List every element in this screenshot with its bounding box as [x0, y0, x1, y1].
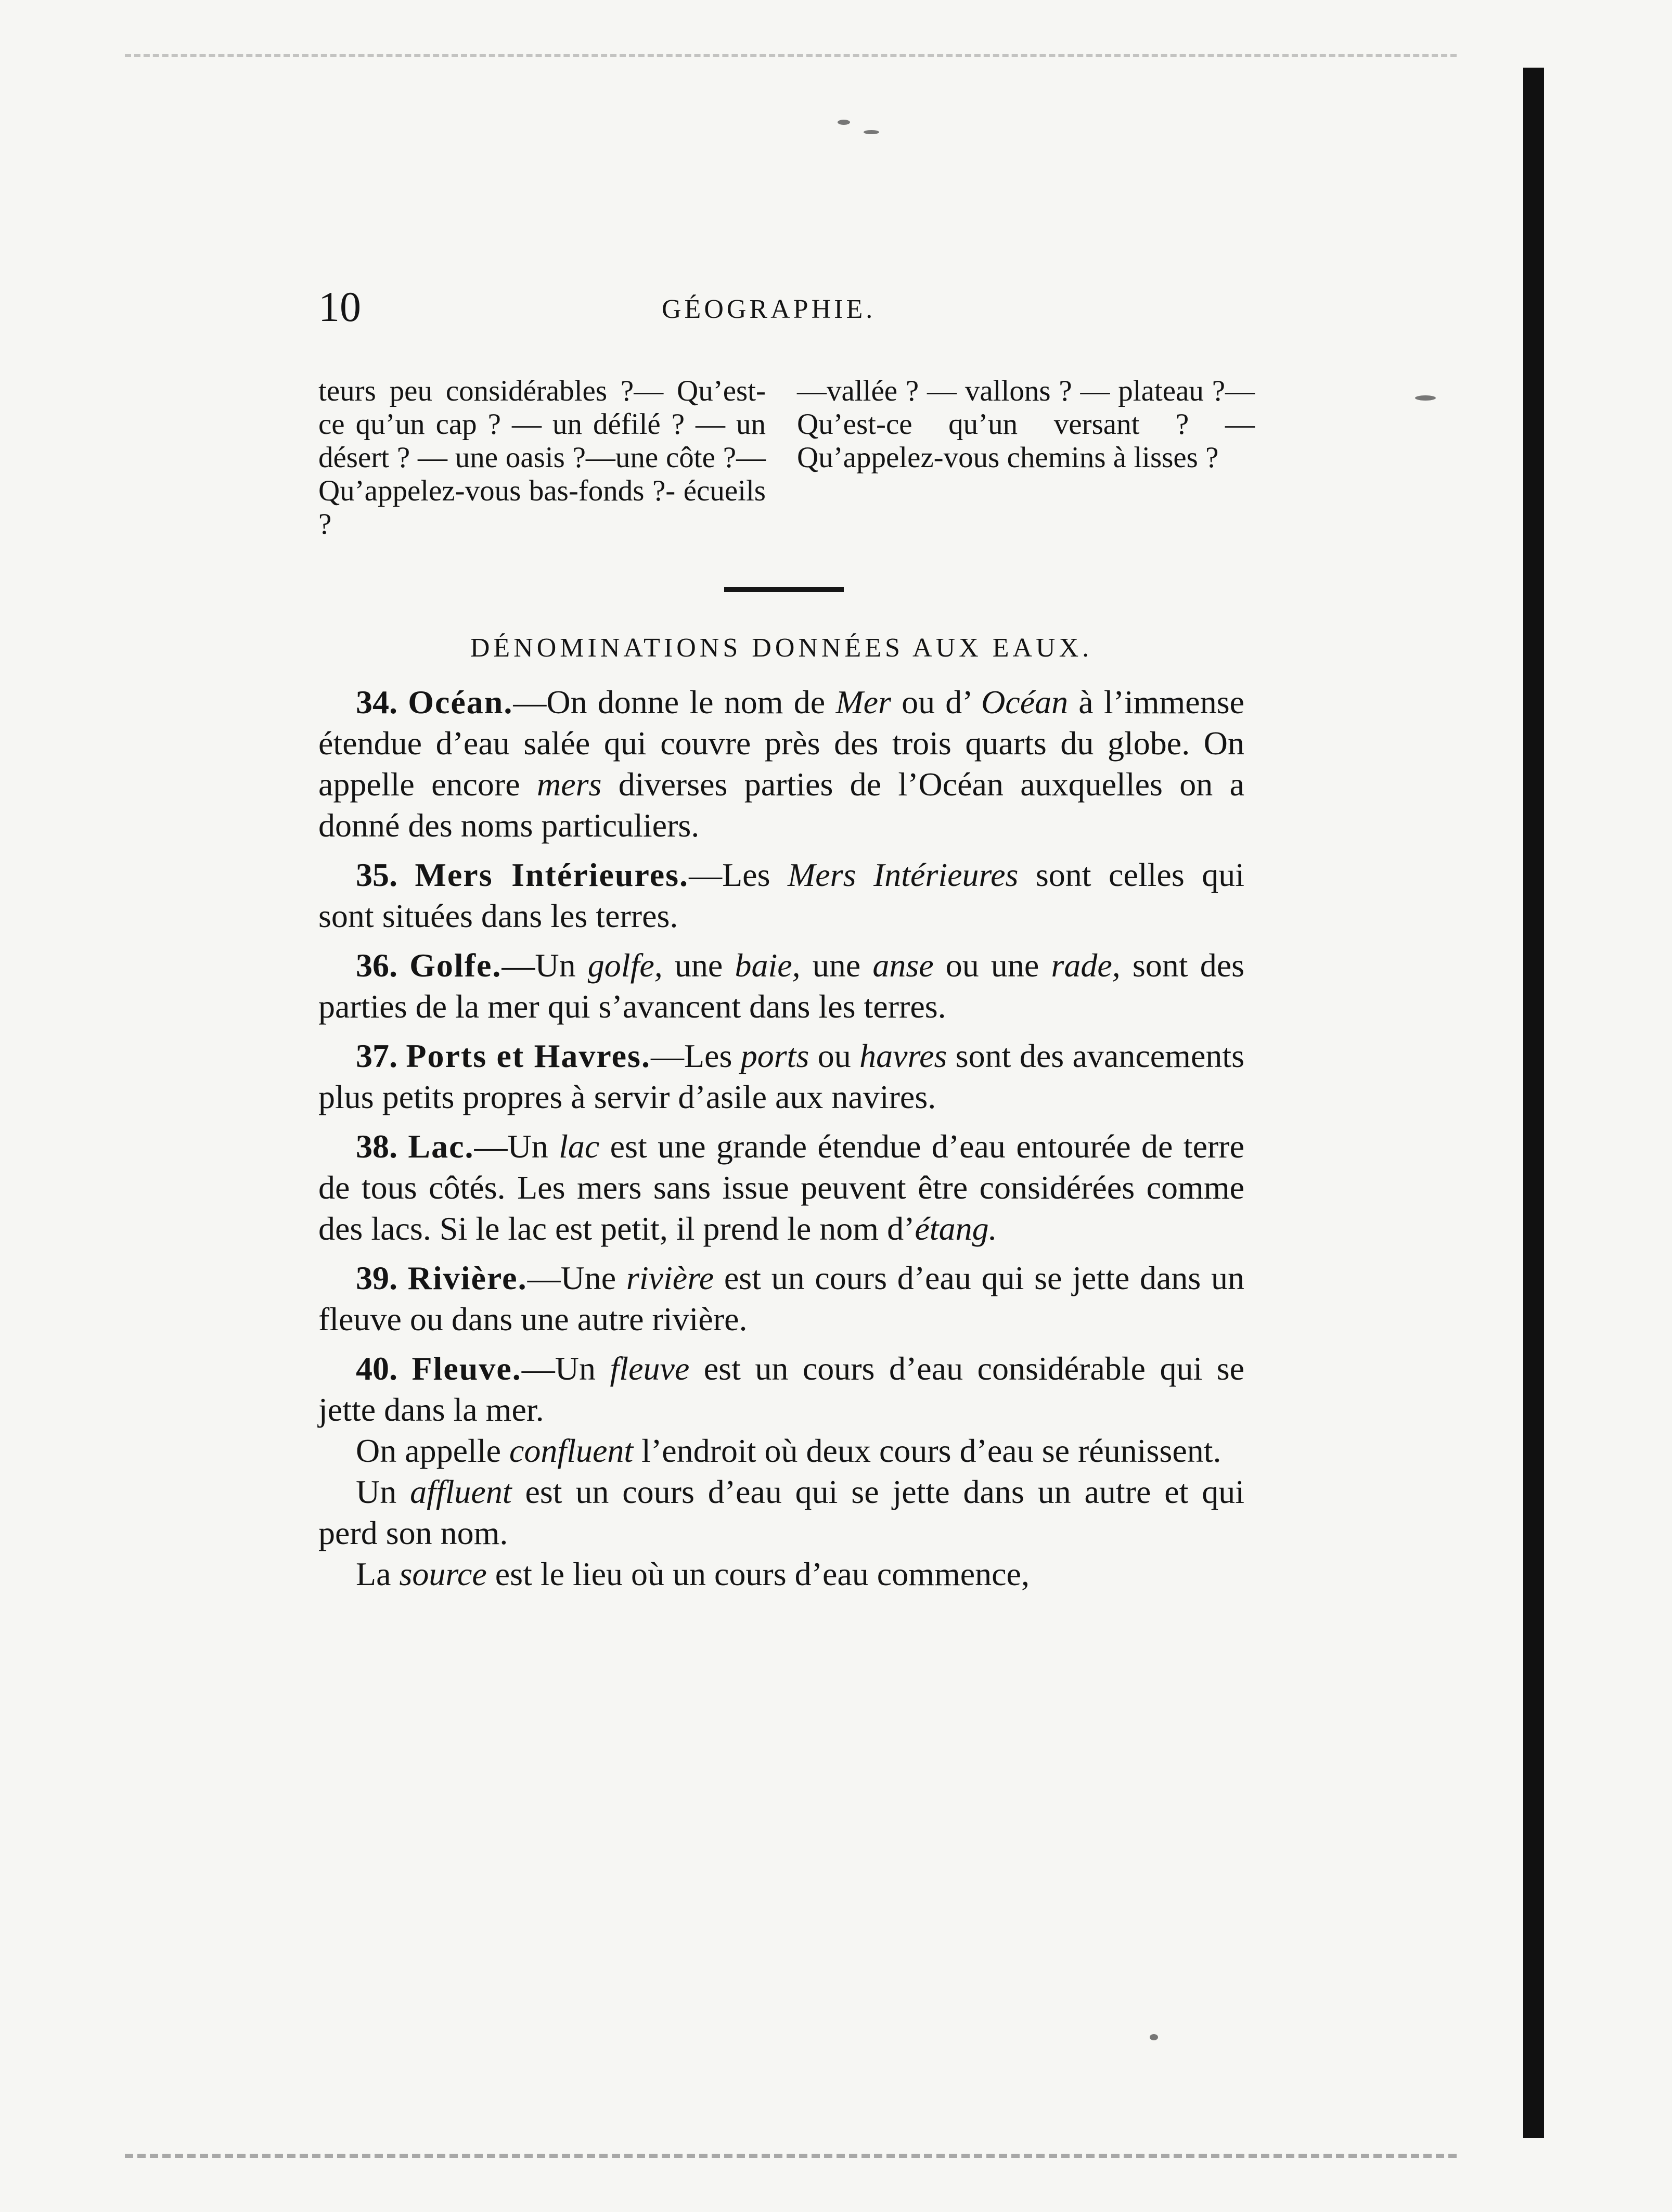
page-header — [318, 281, 1244, 333]
text-run: On appelle — [356, 1432, 509, 1469]
paragraph-number: 35. — [356, 856, 397, 893]
italic-term: fleuve — [610, 1350, 690, 1387]
paragraph-number: 36. — [356, 947, 397, 984]
paragraph-39-riviere — [318, 1257, 1244, 1340]
paragraph-number: 37. — [356, 1037, 397, 1074]
text-run: sont des avancements plus petits propres à servir d’asile aux navires. — [318, 1037, 1245, 1115]
text-run: à l’immense étendue d’eau salée qui couvre près des trois quarts du globe. On appelle encore — [318, 684, 1245, 803]
italic-term: source — [399, 1555, 487, 1592]
text-run: sont celles qui sont situées dans les terres. — [318, 856, 1245, 934]
questions-right-column: —vallée ? — vallons ? — plateau ?—Qu’est-ce qu’un versant ? —Qu’appelez-vous chemins à lisses ? — [797, 375, 1255, 474]
definition-confluent — [318, 1430, 1244, 1471]
text-run: une — [800, 947, 873, 984]
section-title: DÉNOMINATIONS DONNÉES AUX EAUX. — [470, 633, 1093, 663]
text-run: est un cours d’eau considérable qui se jette dans la mer. — [318, 1350, 1245, 1428]
paragraph-term: Ports et Havres. — [406, 1037, 651, 1074]
text-run: une — [662, 947, 735, 984]
text-run: ou une — [933, 947, 1051, 984]
paragraph-38-lac — [318, 1126, 1244, 1249]
text-run: —Un — [474, 1128, 559, 1165]
text-run: sont des parties de la mer qui s’avancent dans les terres. — [318, 947, 1245, 1025]
section-divider — [724, 587, 844, 592]
scan-edge-bottom — [125, 2154, 1457, 2162]
italic-term: golfe, — [587, 947, 663, 984]
paragraph-number: 40. — [356, 1350, 397, 1387]
text-run: diverses parties de l’Océan auxquelles on a donné des noms particuliers. — [318, 766, 1245, 844]
ink-speck — [1415, 395, 1436, 401]
paragraph-37-ports-havres — [318, 1035, 1244, 1117]
binding-shadow — [1523, 68, 1544, 2138]
italic-term: Mers Intérieures — [787, 856, 1019, 893]
italic-term: anse — [872, 947, 934, 984]
italic-term: rade, — [1051, 947, 1121, 984]
paragraph-35-mers-interieures — [318, 854, 1244, 936]
text-run: —Un — [501, 947, 588, 984]
italic-term: affluent — [410, 1473, 512, 1510]
text-run: La — [356, 1555, 400, 1592]
paragraph-term: Océan. — [408, 684, 513, 721]
text-run: est le lieu où un cours d’eau commence, — [486, 1555, 1030, 1592]
scan-edge-top — [125, 54, 1457, 60]
paragraph-term: Lac. — [408, 1128, 474, 1165]
paragraph-number: 38. — [356, 1128, 397, 1165]
text-run: ou — [809, 1037, 860, 1074]
text-run: —Les — [689, 856, 788, 893]
review-questions — [318, 375, 1255, 551]
italic-term: étang. — [915, 1210, 997, 1247]
ink-speck — [864, 130, 879, 134]
italic-term: ports — [740, 1037, 809, 1074]
definition-affluent — [318, 1471, 1244, 1553]
text-run: —Les — [650, 1037, 741, 1074]
page-number: 10 — [318, 283, 361, 330]
body-text — [318, 681, 1244, 1603]
ink-speck — [1150, 2034, 1158, 2040]
text-run: est une grande étendue d’eau entourée de terre de tous côtés. Les mers sans issue peuvent être considérées comme des lacs. Si le lac est petit, il prend le nom d’ — [318, 1128, 1245, 1247]
italic-term: baie, — [735, 947, 801, 984]
running-head: GÉOGRAPHIE. — [662, 294, 876, 324]
definition-source — [318, 1553, 1244, 1594]
text-run: est un cours d’eau qui se jette dans un fleuve ou dans une autre rivière. — [318, 1259, 1244, 1338]
italic-term: rivière — [626, 1259, 714, 1296]
text-run: est un cours d’eau qui se jette dans un autre et qui perd son nom. — [318, 1473, 1244, 1551]
paragraph-number: 34. — [356, 684, 397, 721]
italic-term: confluent — [509, 1432, 634, 1469]
italic-term: havres — [859, 1037, 947, 1074]
questions-left-column: teurs peu considérables ?— Qu’est-ce qu’un cap ? — un défilé ? — un désert ? — une oasis ?—une côte ?—Qu’appelez-vous bas-fonds ?- écueils ? — [318, 375, 766, 541]
text-run: —On donne le nom de — [513, 684, 836, 721]
paragraph-number: 39. — [356, 1259, 397, 1296]
ink-speck — [838, 120, 850, 125]
italic-term: Mer — [835, 684, 891, 721]
italic-term: lac — [559, 1128, 600, 1165]
paragraph-term: Mers Intérieures. — [415, 856, 689, 893]
paragraph-36-golfe — [318, 945, 1244, 1027]
italic-term: mers — [536, 766, 602, 803]
paragraph-term: Rivière. — [407, 1259, 528, 1296]
text-run: Un — [356, 1473, 410, 1510]
paragraph-34-ocean — [318, 681, 1244, 846]
paragraph-term: Golfe. — [409, 947, 502, 984]
text-run: ou d’ — [891, 684, 982, 721]
paragraph-40-fleuve — [318, 1348, 1244, 1430]
text-run: —Un — [521, 1350, 610, 1387]
italic-term: Océan — [981, 684, 1069, 721]
text-run: l’endroit où deux cours d’eau se réunissent. — [633, 1432, 1221, 1469]
paragraph-term: Fleuve. — [411, 1350, 522, 1387]
text-run: —Une — [527, 1259, 626, 1296]
